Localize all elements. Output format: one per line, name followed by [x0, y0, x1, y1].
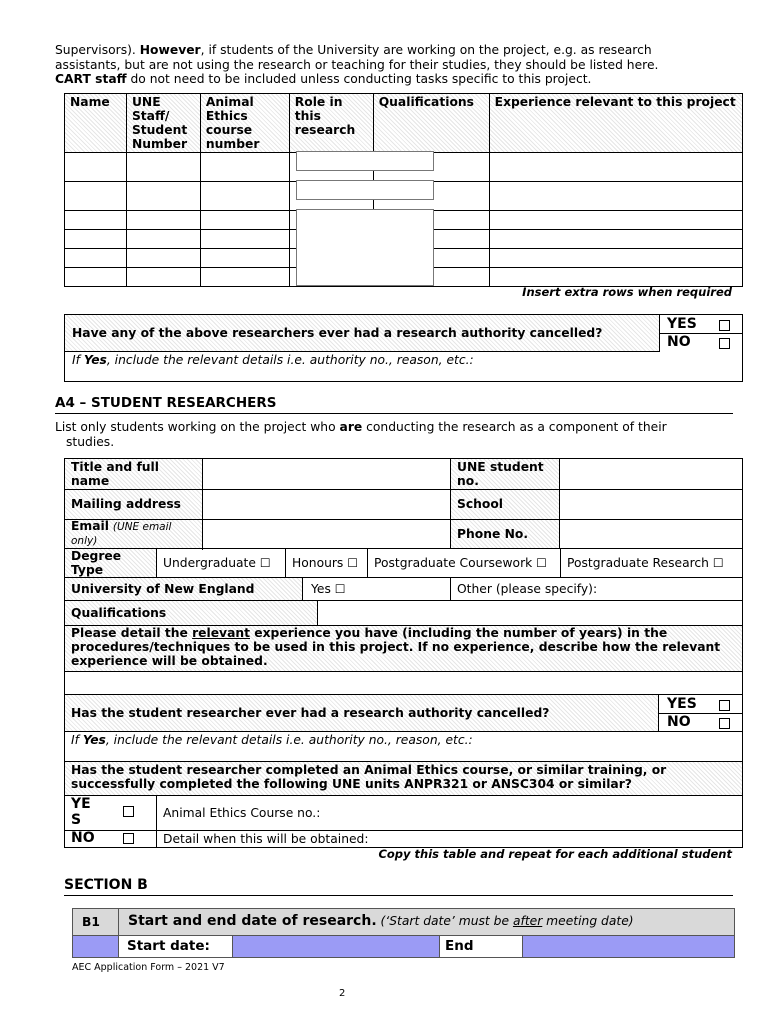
intro-bold: CART staff: [55, 72, 127, 86]
b1-table: [72, 908, 735, 958]
col-header-name: Name: [65, 94, 127, 153]
b1-number: B1: [82, 915, 100, 929]
mailing-label: Mailing address: [71, 497, 181, 511]
role-select[interactable]: [296, 151, 434, 171]
b1-title: Start and end date of research. (‘Start date’ must be after meeting date): [128, 913, 634, 929]
school-label: School: [457, 497, 504, 511]
page-number: 2: [339, 988, 346, 999]
col-header-staff-number: UNE Staff/ Student Number: [126, 94, 200, 153]
end-date-field[interactable]: [523, 936, 734, 957]
col-header-experience: Experience relevant to this project: [489, 94, 742, 153]
phone-label: Phone No.: [457, 527, 529, 541]
cancelled-question: Have any of the above researchers ever had a research authority cancelled?: [72, 326, 603, 340]
col-header-ethics-course: Animal Ethics course number: [200, 94, 289, 153]
col-header-role: Role in this research: [289, 94, 373, 153]
degree-option-pg-research[interactable]: Postgraduate Research ☐: [567, 556, 724, 570]
form-version: AEC Application Form – 2021 V7: [72, 962, 225, 973]
section-b-heading: SECTION B: [64, 877, 148, 893]
course-no-checkbox[interactable]: [123, 833, 134, 844]
student-no-label: UNE student no.: [457, 460, 544, 488]
student-cancelled-question: Has the student researcher ever had a research authority cancelled?: [71, 706, 550, 720]
start-date-field[interactable]: [233, 936, 440, 957]
course-yes-label: YES: [71, 796, 91, 828]
qualifications-label: Qualifications: [71, 606, 167, 620]
student-no-field[interactable]: [560, 459, 742, 489]
school-field[interactable]: [560, 490, 742, 519]
intro-text: assistants, but are not using the research or teaching for their studies, they should be listed here.: [55, 57, 659, 72]
degree-option-undergraduate[interactable]: Undergraduate ☐: [163, 556, 271, 570]
degree-label: Degree Type: [71, 549, 122, 577]
intro-paragraph: [55, 43, 755, 87]
course-question: Has the student researcher completed an Animal Ethics course, or similar training, or successfully completed the following UNE units ANPR321 or ANSC304 or similar?: [71, 763, 667, 791]
degree-option-honours[interactable]: Honours ☐: [292, 556, 359, 570]
course-no-option-label: NO: [71, 830, 95, 846]
title-name-field[interactable]: [203, 459, 449, 489]
intro-text: , if students of the University are working on the project, e.g. as research: [200, 43, 652, 57]
col-header-qualifications: Qualifications: [373, 94, 489, 153]
yes-checkbox[interactable]: [719, 320, 730, 331]
intro-bold: However: [139, 43, 201, 57]
yes-label: YES: [667, 316, 697, 332]
start-date-label: Start date:: [127, 938, 210, 954]
detail-label: Detail when this will be obtained:: [163, 832, 369, 846]
if-yes-instruction: If Yes, include the relevant details i.e. authority no., reason, etc.:: [72, 353, 474, 367]
no-label: NO: [667, 714, 691, 730]
mailing-field[interactable]: [203, 490, 449, 519]
email-label: Email (UNE email only): [71, 519, 172, 547]
title-name-label: Title and full name: [71, 460, 159, 488]
cancelled-question-box: [64, 314, 743, 382]
experience-question: Please detail the relevant experience you have (including the number of years) in the procedures/techniques to be used in this project. If no experience, describe how the relevant experience will be obtained.: [71, 626, 721, 668]
if-yes-instruction: If Yes, include the relevant details i.e. authority no., reason, etc.:: [71, 733, 473, 747]
intro-text: Supervisors).: [55, 43, 136, 57]
end-date-label: End: [445, 938, 474, 954]
no-label: NO: [667, 334, 691, 350]
uni-other-option[interactable]: Other (please specify):: [457, 582, 598, 596]
uni-yes-option[interactable]: Yes ☐: [311, 582, 346, 596]
copy-table-note: Copy this table and repeat for each additional student: [378, 847, 732, 861]
yes-label: YES: [667, 696, 697, 712]
role-select[interactable]: [296, 209, 434, 286]
a4-intro: List only students working on the project who are conducting the research as a component of their studies.: [55, 420, 667, 449]
insert-rows-note: Insert extra rows when required: [522, 285, 732, 299]
email-field[interactable]: [203, 520, 449, 548]
experience-field[interactable]: [65, 672, 742, 694]
section-a4-heading: A4 – STUDENT RESEARCHERS: [55, 395, 277, 411]
no-checkbox[interactable]: [719, 338, 730, 349]
yes-checkbox[interactable]: [719, 700, 730, 711]
no-checkbox[interactable]: [719, 718, 730, 729]
intro-text: do not need to be included unless conducting tasks specific to this project.: [126, 72, 592, 86]
role-select[interactable]: [296, 180, 434, 200]
student-form: [64, 458, 743, 848]
course-no-label: Animal Ethics Course no.:: [163, 806, 321, 820]
qualifications-field[interactable]: [318, 601, 742, 625]
course-yes-checkbox[interactable]: [123, 806, 134, 817]
uni-label: University of New England: [71, 582, 255, 596]
phone-field[interactable]: [560, 520, 742, 548]
degree-option-pg-coursework[interactable]: Postgraduate Coursework ☐: [374, 556, 547, 570]
